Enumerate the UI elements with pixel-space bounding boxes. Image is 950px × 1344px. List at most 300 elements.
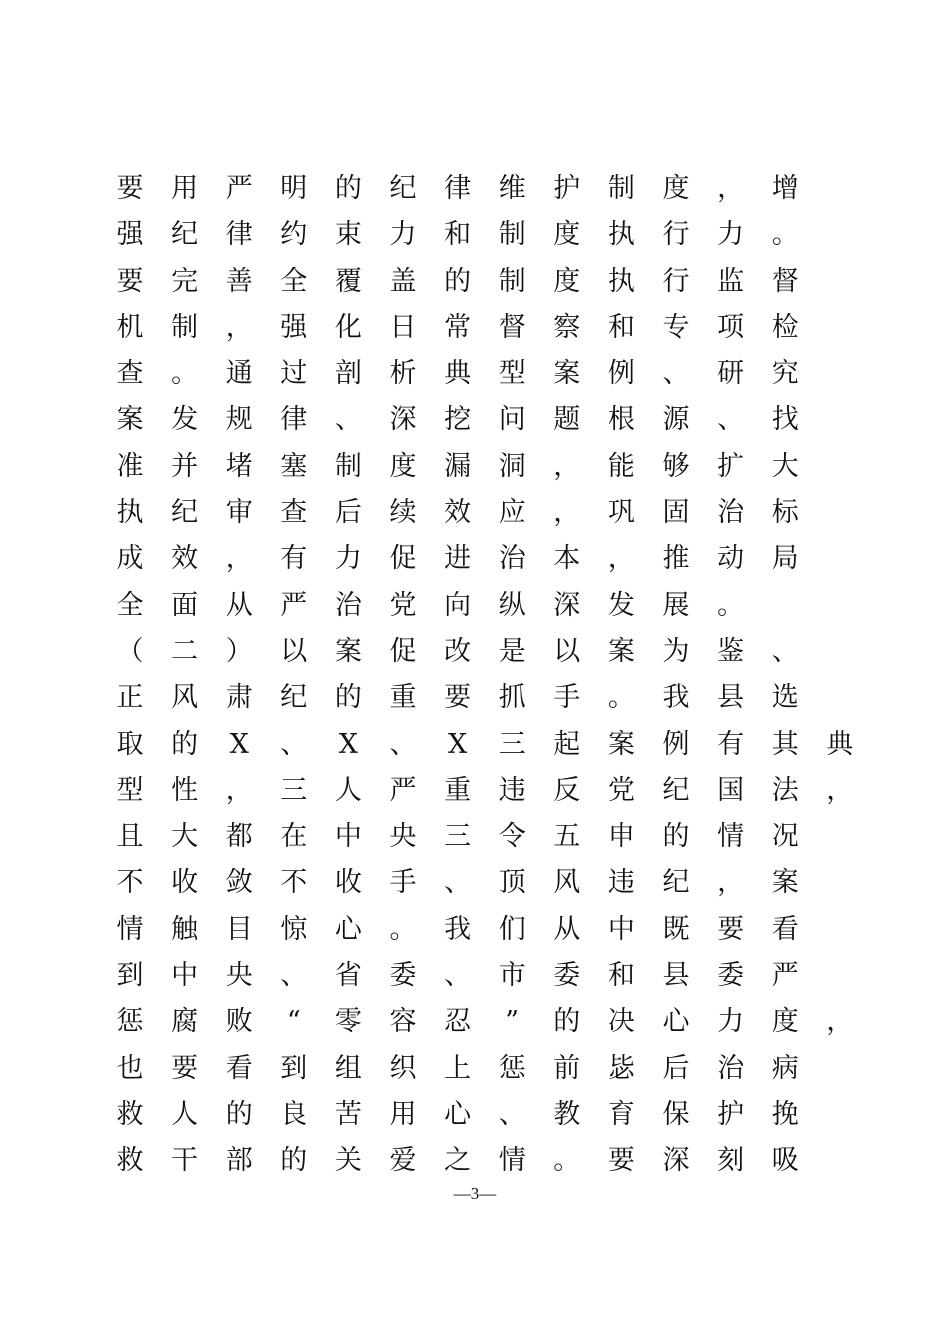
text-char: 党 (607, 774, 635, 806)
text-char: 执 (607, 265, 635, 297)
text-char: 覆 (334, 265, 362, 297)
text-char: 。 (171, 358, 199, 390)
text-char: 案 (116, 404, 144, 436)
text-char: 项 (717, 311, 745, 343)
text-char: 剖 (334, 358, 362, 390)
text-char: 典 (826, 728, 854, 760)
text-char: 治 (498, 543, 526, 575)
text-char: 织 (389, 1052, 417, 1084)
text-char: 人 (334, 774, 362, 806)
text-char: 收 (334, 867, 362, 899)
text-char: ， (826, 774, 854, 806)
text-char: 纪 (171, 219, 199, 251)
text-char: 。 (771, 219, 799, 251)
text-char: 标 (771, 497, 799, 529)
text-char: 问 (498, 404, 526, 436)
text-char: （ (116, 635, 144, 667)
text-char: 力 (717, 1006, 745, 1038)
text-char: 、 (280, 728, 308, 760)
text-char: 。 (607, 682, 635, 714)
text-char: 容 (389, 1006, 417, 1038)
text-char: 我 (662, 682, 690, 714)
text-char: 力 (717, 219, 745, 251)
text-char: 爱 (389, 1145, 417, 1177)
text-char: 中 (607, 913, 635, 945)
text-char: 病 (771, 1052, 799, 1084)
text-char: 县 (662, 960, 690, 992)
text-char: 巩 (607, 497, 635, 529)
text-char: 日 (389, 311, 417, 343)
text-char: 纪 (171, 497, 199, 529)
text-char: 案 (553, 358, 581, 390)
text-char: 例 (607, 358, 635, 390)
text-char: 其 (771, 728, 799, 760)
text-char: 既 (662, 913, 690, 945)
text-char: 检 (771, 311, 799, 343)
text-char: 部 (225, 1145, 253, 1177)
text-char: 根 (607, 404, 635, 436)
text-char: 以 (280, 635, 308, 667)
text-char: 要 (717, 913, 745, 945)
text-char: 续 (389, 497, 417, 529)
text-char: 制 (171, 311, 199, 343)
text-char: 我 (444, 913, 472, 945)
text-char: 反 (553, 774, 581, 806)
text-char: 型 (116, 774, 144, 806)
text-char: 、 (334, 404, 362, 436)
text-char: 的 (444, 265, 472, 297)
text-line (108, 768, 858, 814)
text-line (108, 583, 858, 629)
text-char: 、 (498, 1098, 526, 1130)
text-char: 明 (280, 173, 308, 204)
text-char: 析 (389, 358, 417, 390)
text-char: 约 (280, 219, 308, 251)
text-char: 纪 (389, 173, 417, 204)
text-char: 全 (280, 265, 308, 297)
text-char: 三 (444, 821, 472, 853)
text-char: 的 (334, 682, 362, 714)
text-char: 度 (389, 450, 417, 482)
text-char: 保 (662, 1098, 690, 1130)
text-char: 触 (171, 913, 199, 945)
text-char: 的 (280, 1145, 308, 1177)
text-char: 法 (771, 774, 799, 806)
text-char: 挖 (444, 404, 472, 436)
text-char: 委 (553, 960, 581, 992)
text-char: ， (717, 867, 745, 899)
text-char: 专 (662, 311, 690, 343)
text-char: X (229, 728, 249, 760)
text-char: 违 (498, 774, 526, 806)
text-line (108, 953, 858, 999)
text-char: 面 (171, 589, 199, 621)
text-char: 心 (444, 1098, 472, 1130)
text-char: 三 (498, 728, 526, 760)
text-char: 们 (498, 913, 526, 945)
text-char: 找 (771, 404, 799, 436)
text-char: 行 (662, 265, 690, 297)
text-char: 促 (389, 635, 417, 667)
text-char: 到 (280, 1052, 308, 1084)
text-char: 治 (334, 589, 362, 621)
text-char: 严 (389, 774, 417, 806)
text-char: 执 (116, 497, 144, 529)
text-char: 治 (717, 1052, 745, 1084)
text-char: 促 (389, 543, 417, 575)
text-char: 目 (225, 913, 253, 945)
text-char: 规 (225, 404, 253, 436)
text-char: 良 (280, 1098, 308, 1130)
text-char: 肃 (225, 682, 253, 714)
text-line (108, 907, 858, 953)
text-char: 三 (280, 774, 308, 806)
text-char: 情 (717, 821, 745, 853)
text-char: 苦 (334, 1098, 362, 1130)
text-line (108, 397, 858, 443)
text-char: 的 (334, 173, 362, 204)
text-char: 察 (553, 311, 581, 343)
text-char: 深 (662, 1145, 690, 1177)
text-char: 行 (662, 219, 690, 251)
text-char: 国 (717, 774, 745, 806)
text-char: 风 (171, 682, 199, 714)
text-char: 。 (553, 1145, 581, 1177)
text-char: 、 (389, 728, 417, 760)
text-char: 决 (607, 1006, 635, 1038)
text-char: 严 (771, 960, 799, 992)
page-number: —3— (453, 1184, 497, 1203)
text-char: 纪 (662, 867, 690, 899)
text-char: 成 (116, 543, 144, 575)
text-char: 风 (553, 867, 581, 899)
text-char: 查 (116, 358, 144, 390)
text-char: 纪 (280, 682, 308, 714)
text-line (108, 1092, 858, 1138)
text-char: 看 (225, 1052, 253, 1084)
text-char: 手 (553, 682, 581, 714)
text-char: 育 (607, 1098, 635, 1130)
text-char: 且 (116, 821, 144, 853)
text-char: 审 (225, 497, 253, 529)
text-char: 救 (116, 1145, 144, 1177)
text-char: 惊 (280, 913, 308, 945)
text-char: 况 (771, 821, 799, 853)
text-char: 束 (334, 219, 362, 251)
text-char: 制 (607, 173, 635, 204)
text-char: 向 (444, 589, 472, 621)
text-char: 律 (280, 404, 308, 436)
text-char: 市 (498, 960, 526, 992)
text-char: 查 (280, 497, 308, 529)
text-char: 化 (334, 311, 362, 343)
text-char: 救 (116, 1098, 144, 1130)
text-char: 制 (334, 450, 362, 482)
text-char: 党 (389, 589, 417, 621)
text-char: 申 (607, 821, 635, 853)
text-char: 案 (607, 635, 635, 667)
text-char: 堵 (225, 450, 253, 482)
text-char: 教 (553, 1098, 581, 1130)
text-char: 和 (607, 311, 635, 343)
text-char: 手 (389, 867, 417, 899)
text-char: 上 (444, 1052, 472, 1084)
text-char: 的 (553, 1006, 581, 1038)
text-char: 本 (553, 543, 581, 575)
text-char: 心 (662, 1006, 690, 1038)
text-char: 要 (607, 1145, 635, 1177)
text-char: 不 (280, 867, 308, 899)
text-line (108, 1046, 858, 1092)
text-char: 重 (389, 682, 417, 714)
text-char: 用 (171, 173, 199, 204)
text-char: ， (553, 450, 581, 482)
text-char: 固 (662, 497, 690, 529)
text-char: 大 (771, 450, 799, 482)
text-char: 都 (225, 821, 253, 853)
text-char: 从 (553, 913, 581, 945)
text-char: 改 (444, 635, 472, 667)
text-char: 动 (717, 543, 745, 575)
text-char: 违 (607, 867, 635, 899)
text-char: 维 (498, 173, 526, 204)
text-char: 纪 (662, 774, 690, 806)
text-char: 源 (662, 404, 690, 436)
text-char: 要 (444, 682, 472, 714)
text-char: 律 (444, 173, 472, 204)
text-char: 从 (225, 589, 253, 621)
text-char: ， (553, 497, 581, 529)
text-char: 惩 (498, 1052, 526, 1084)
text-char: 展 (662, 589, 690, 621)
text-char: 也 (116, 1052, 144, 1084)
text-line (108, 351, 858, 397)
text-char: 督 (498, 311, 526, 343)
text-line (108, 444, 858, 490)
text-char: 是 (498, 635, 526, 667)
text-char: 令 (498, 821, 526, 853)
text-line (108, 722, 858, 768)
text-char: 和 (444, 219, 472, 251)
text-char: 的 (171, 728, 199, 760)
text-char: 强 (280, 311, 308, 343)
text-char: 不 (116, 867, 144, 899)
text-line (108, 166, 858, 212)
text-char: 制 (498, 219, 526, 251)
text-char: 能 (607, 450, 635, 482)
text-char: 干 (171, 1145, 199, 1177)
text-char: 忍 (444, 1006, 472, 1038)
text-char: 增 (771, 173, 799, 204)
text-char: 要 (116, 173, 144, 204)
text-char: ” (505, 1006, 520, 1038)
body-text (108, 166, 858, 1185)
text-char: ， (607, 543, 635, 575)
text-char: ， (225, 774, 253, 806)
text-char: 五 (553, 821, 581, 853)
text-char: 效 (171, 543, 199, 575)
text-char: 挽 (771, 1098, 799, 1130)
text-char: 以 (553, 635, 581, 667)
text-char: ， (717, 173, 745, 204)
text-char: 省 (334, 960, 362, 992)
text-char: 局 (771, 543, 799, 575)
text-line (108, 629, 858, 675)
text-char: 研 (717, 358, 745, 390)
text-char: 、 (771, 635, 799, 667)
text-char: 毖 (607, 1052, 635, 1084)
text-char: 起 (553, 728, 581, 760)
text-line (108, 259, 858, 305)
text-char: 、 (444, 960, 472, 992)
text-char: 关 (334, 1145, 362, 1177)
text-line (108, 536, 858, 582)
text-char: 用 (389, 1098, 417, 1130)
text-char: ， (826, 1006, 854, 1038)
text-line (108, 860, 858, 906)
text-char: 例 (662, 728, 690, 760)
text-char: 发 (607, 589, 635, 621)
text-char: 中 (334, 821, 362, 853)
text-char: 。 (389, 913, 417, 945)
text-char: 护 (553, 173, 581, 204)
text-char: 过 (280, 358, 308, 390)
text-char: 惩 (116, 1006, 144, 1038)
text-char: 到 (116, 960, 144, 992)
text-char: 央 (389, 821, 417, 853)
text-char: 塞 (280, 450, 308, 482)
text-char: 的 (662, 821, 690, 853)
text-char: 全 (116, 589, 144, 621)
text-char: 监 (717, 265, 745, 297)
text-char: 看 (771, 913, 799, 945)
text-char: 洞 (498, 450, 526, 482)
text-char: 常 (444, 311, 472, 343)
text-char: 大 (171, 821, 199, 853)
text-char: 要 (171, 1052, 199, 1084)
text-char: 并 (171, 450, 199, 482)
text-char: 通 (225, 358, 253, 390)
text-char: 组 (334, 1052, 362, 1084)
text-char: 案 (607, 728, 635, 760)
text-char: 度 (771, 1006, 799, 1038)
text-char: 漏 (444, 450, 472, 482)
text-line (108, 490, 858, 536)
text-line (108, 999, 858, 1045)
text-char: 准 (116, 450, 144, 482)
text-char: 完 (171, 265, 199, 297)
text-char: 度 (553, 219, 581, 251)
text-char: 纵 (498, 589, 526, 621)
text-char: 县 (717, 682, 745, 714)
text-char: 人 (171, 1098, 199, 1130)
text-line (108, 305, 858, 351)
text-char: 严 (280, 589, 308, 621)
text-char: 强 (116, 219, 144, 251)
text-char: 、 (662, 358, 690, 390)
text-char: 够 (662, 450, 690, 482)
text-char: 取 (116, 728, 144, 760)
text-char: 中 (171, 960, 199, 992)
text-char: 度 (662, 173, 690, 204)
text-line (108, 212, 858, 258)
text-char: 深 (553, 589, 581, 621)
text-char: 之 (444, 1145, 472, 1177)
text-char: 发 (171, 404, 199, 436)
text-char: 执 (607, 219, 635, 251)
text-char: 后 (662, 1052, 690, 1084)
text-char: X (338, 728, 358, 760)
text-char: 扩 (717, 450, 745, 482)
text-char: 律 (225, 219, 253, 251)
text-char: 应 (498, 497, 526, 529)
text-char: 前 (553, 1052, 581, 1084)
text-char: 究 (771, 358, 799, 390)
text-char: “ (286, 1006, 301, 1038)
text-char: 盖 (389, 265, 417, 297)
text-char: 情 (498, 1145, 526, 1177)
text-char: ） (225, 635, 253, 667)
text-char: 正 (116, 682, 144, 714)
text-char: 在 (280, 821, 308, 853)
text-char: 推 (662, 543, 690, 575)
text-char: 敛 (225, 867, 253, 899)
text-char: 力 (334, 543, 362, 575)
text-char: 善 (225, 265, 253, 297)
text-char: 题 (553, 404, 581, 436)
text-char: 为 (662, 635, 690, 667)
text-char: 后 (334, 497, 362, 529)
text-char: 委 (717, 960, 745, 992)
text-char: 治 (717, 497, 745, 529)
text-char: 的 (225, 1098, 253, 1130)
text-char: 型 (498, 358, 526, 390)
text-char: 案 (771, 867, 799, 899)
text-char: 败 (225, 1006, 253, 1038)
text-char: 进 (444, 543, 472, 575)
text-char: 度 (553, 265, 581, 297)
text-char: 收 (171, 867, 199, 899)
text-char: ， (225, 311, 253, 343)
text-char: 典 (444, 358, 472, 390)
text-char: 零 (334, 1006, 362, 1038)
text-char: 央 (225, 960, 253, 992)
text-line (108, 1138, 858, 1184)
text-char: 力 (389, 219, 417, 251)
text-char: 选 (771, 682, 799, 714)
text-line (108, 814, 858, 860)
text-char: 、 (444, 867, 472, 899)
text-char: 二 (171, 635, 199, 667)
text-char: 顶 (498, 867, 526, 899)
text-char: 有 (280, 543, 308, 575)
text-char: 效 (444, 497, 472, 529)
text-char: 。 (717, 589, 745, 621)
text-char: 案 (334, 635, 362, 667)
text-char: 、 (280, 960, 308, 992)
text-char: 抓 (498, 682, 526, 714)
text-char: 心 (334, 913, 362, 945)
text-char: ， (225, 543, 253, 575)
text-char: 有 (717, 728, 745, 760)
text-char: 严 (225, 173, 253, 204)
text-char: X (447, 728, 468, 760)
text-char: 制 (498, 265, 526, 297)
text-char: 督 (771, 265, 799, 297)
text-char: 刻 (717, 1145, 745, 1177)
text-char: 机 (116, 311, 144, 343)
text-char: 深 (389, 404, 417, 436)
